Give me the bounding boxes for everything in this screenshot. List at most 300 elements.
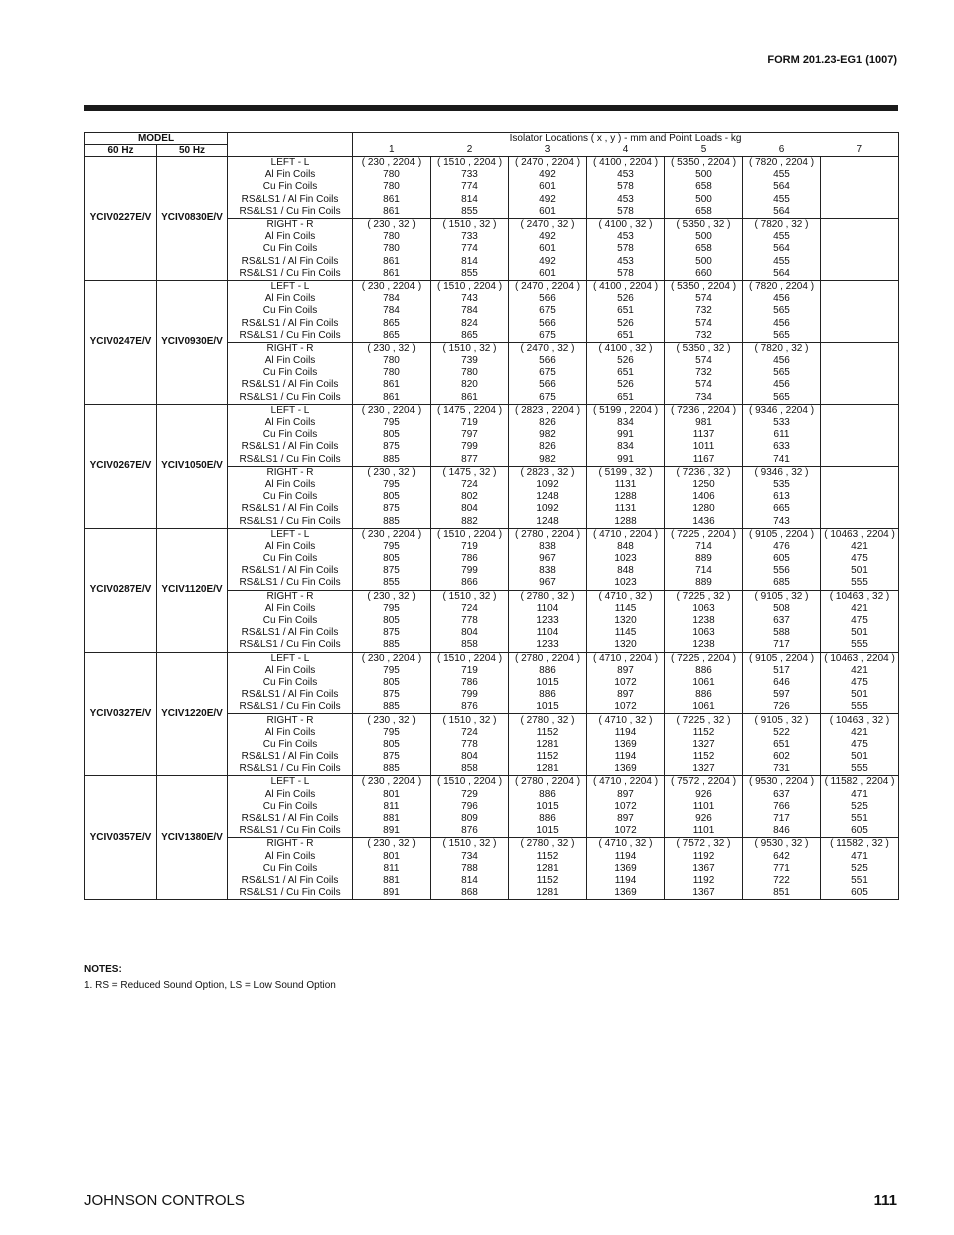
side-label: RIGHT - R: [228, 342, 353, 355]
point-load-cell: 865: [353, 317, 431, 329]
point-load-cell: 492: [509, 194, 587, 206]
isolator-table: [84, 132, 899, 900]
isolator-coord-cell: ( 1510 , 32 ): [431, 838, 509, 851]
point-load-cell: 637: [743, 615, 821, 627]
point-load-cell: 574: [665, 355, 743, 367]
point-load-cell: 556: [743, 565, 821, 577]
coil-type-label: RS&LS1 / Cu Fin Coils: [228, 577, 353, 590]
point-load-cell: 665: [743, 503, 821, 515]
point-load-cell: [821, 330, 899, 343]
side-label: LEFT - L: [228, 528, 353, 541]
coil-type-label: Cu Fin Coils: [228, 801, 353, 813]
point-load-cell: [821, 367, 899, 379]
point-load-cell: 741: [743, 454, 821, 467]
point-load-cell: 1152: [509, 751, 587, 763]
point-load-cell: 601: [509, 181, 587, 193]
point-load-cell: [821, 293, 899, 305]
point-load-cell: 1436: [665, 515, 743, 528]
isolator-coord-cell: ( 5350 , 32 ): [665, 342, 743, 355]
point-load-cell: 897: [587, 665, 665, 677]
point-load-cell: 881: [353, 875, 431, 887]
point-load-cell: 578: [587, 243, 665, 255]
point-load-cell: 1023: [587, 553, 665, 565]
model-50hz: YCIV1220E/V: [157, 652, 228, 776]
point-load-cell: 714: [665, 565, 743, 577]
point-load-cell: 875: [353, 689, 431, 701]
coil-type-label: RS&LS1 / Cu Fin Coils: [228, 206, 353, 219]
locations-header: Isolator Locations ( x , y ) - mm and Point Loads - kg: [353, 133, 899, 145]
coil-type-label: Al Fin Coils: [228, 355, 353, 367]
point-load-cell: [821, 194, 899, 206]
point-load-cell: 771: [743, 863, 821, 875]
isolator-coord-cell: [821, 342, 899, 355]
coil-type-label: Cu Fin Coils: [228, 739, 353, 751]
isolator-coord-cell: ( 2780 , 2204 ): [509, 528, 587, 541]
point-load-cell: 875: [353, 565, 431, 577]
coil-type-label: Al Fin Coils: [228, 603, 353, 615]
point-load-cell: 886: [509, 689, 587, 701]
point-load-cell: 501: [821, 565, 899, 577]
point-load-cell: 1167: [665, 454, 743, 467]
point-load-cell: 780: [353, 355, 431, 367]
point-load-cell: 774: [431, 181, 509, 193]
point-load-cell: 1238: [665, 615, 743, 627]
point-load-cell: 1063: [665, 627, 743, 639]
isolator-coord-cell: ( 9105 , 32 ): [743, 590, 821, 603]
side-label: RIGHT - R: [228, 714, 353, 727]
isolator-coord-cell: ( 7572 , 2204 ): [665, 776, 743, 789]
point-load-cell: 795: [353, 727, 431, 739]
coil-type-label: RS&LS1 / Cu Fin Coils: [228, 825, 353, 838]
point-load-cell: 565: [743, 367, 821, 379]
side-label: RIGHT - R: [228, 590, 353, 603]
point-load-cell: 722: [743, 875, 821, 887]
point-load-cell: 780: [353, 367, 431, 379]
point-load-cell: 564: [743, 268, 821, 281]
point-load-cell: 926: [665, 813, 743, 825]
point-load-cell: 566: [509, 317, 587, 329]
isolator-coord-cell: ( 230 , 2204 ): [353, 528, 431, 541]
isolator-coord-cell: ( 2780 , 32 ): [509, 590, 587, 603]
point-load-cell: 455: [743, 194, 821, 206]
point-load-cell: 564: [743, 181, 821, 193]
coil-type-label: Al Fin Coils: [228, 293, 353, 305]
isolator-coord-cell: ( 230 , 2204 ): [353, 776, 431, 789]
location-number: 7: [821, 145, 899, 157]
point-load-cell: 861: [353, 206, 431, 219]
isolator-coord-cell: ( 4100 , 2204 ): [587, 280, 665, 293]
coil-type-label: RS&LS1 / Al Fin Coils: [228, 503, 353, 515]
point-load-cell: 889: [665, 577, 743, 590]
isolator-coord-cell: ( 1475 , 32 ): [431, 466, 509, 479]
coil-type-label: RS&LS1 / Al Fin Coils: [228, 379, 353, 391]
point-load-cell: 814: [431, 875, 509, 887]
point-load-cell: 1015: [509, 801, 587, 813]
point-load-cell: 784: [353, 293, 431, 305]
point-load-cell: 501: [821, 627, 899, 639]
point-load-cell: 551: [821, 813, 899, 825]
point-load-cell: 453: [587, 169, 665, 181]
isolator-coord-cell: ( 230 , 2204 ): [353, 157, 431, 170]
point-load-cell: 535: [743, 479, 821, 491]
point-load-cell: 1152: [509, 875, 587, 887]
point-load-cell: 1145: [587, 627, 665, 639]
point-load-cell: 897: [587, 813, 665, 825]
point-load-cell: 601: [509, 243, 587, 255]
point-load-cell: 897: [587, 689, 665, 701]
coil-type-label: Al Fin Coils: [228, 417, 353, 429]
side-label: RIGHT - R: [228, 466, 353, 479]
point-load-cell: 1015: [509, 825, 587, 838]
point-load-cell: 814: [431, 256, 509, 268]
point-load-cell: 739: [431, 355, 509, 367]
point-load-cell: 885: [353, 763, 431, 776]
point-load-cell: 780: [353, 243, 431, 255]
coil-type-label: RS&LS1 / Cu Fin Coils: [228, 887, 353, 900]
location-number: 6: [743, 145, 821, 157]
point-load-cell: 685: [743, 577, 821, 590]
point-load-cell: 855: [431, 268, 509, 281]
point-load-cell: [821, 379, 899, 391]
side-coords-row: [85, 404, 899, 417]
point-load-cell: 795: [353, 665, 431, 677]
point-load-cell: 858: [431, 639, 509, 652]
point-load-cell: 799: [431, 565, 509, 577]
point-load-cell: 1248: [509, 515, 587, 528]
coil-type-label: Cu Fin Coils: [228, 491, 353, 503]
point-load-cell: 861: [353, 392, 431, 405]
point-load-cell: 788: [431, 863, 509, 875]
side-label: RIGHT - R: [228, 838, 353, 851]
side-label: LEFT - L: [228, 404, 353, 417]
point-load-cell: 981: [665, 417, 743, 429]
isolator-coord-cell: ( 2780 , 2204 ): [509, 776, 587, 789]
isolator-coord-cell: ( 4710 , 2204 ): [587, 652, 665, 665]
point-load-cell: [821, 429, 899, 441]
point-load-cell: 456: [743, 317, 821, 329]
point-load-cell: 851: [743, 887, 821, 900]
point-load-cell: 475: [821, 739, 899, 751]
point-load-cell: 780: [353, 231, 431, 243]
point-load-cell: 1233: [509, 615, 587, 627]
point-load-cell: 675: [509, 367, 587, 379]
isolator-coord-cell: ( 11582 , 2204 ): [821, 776, 899, 789]
model-50hz: YCIV1120E/V: [157, 528, 228, 652]
isolator-coord-cell: ( 1510 , 2204 ): [431, 157, 509, 170]
point-load-cell: [821, 231, 899, 243]
isolator-coord-cell: ( 2470 , 2204 ): [509, 157, 587, 170]
point-load-cell: 733: [431, 231, 509, 243]
point-load-cell: [821, 206, 899, 219]
isolator-coord-cell: ( 5199 , 32 ): [587, 466, 665, 479]
point-load-cell: 421: [821, 541, 899, 553]
isolator-coord-cell: ( 9530 , 32 ): [743, 838, 821, 851]
point-load-cell: 566: [509, 379, 587, 391]
point-load-cell: 1092: [509, 503, 587, 515]
model-60hz: YCIV0267E/V: [85, 404, 157, 528]
point-load-cell: 855: [353, 577, 431, 590]
location-number: 1: [353, 145, 431, 157]
point-load-cell: 471: [821, 851, 899, 863]
point-load-cell: 651: [743, 739, 821, 751]
point-load-cell: 475: [821, 615, 899, 627]
point-load-cell: 885: [353, 454, 431, 467]
isolator-coord-cell: ( 10463 , 32 ): [821, 590, 899, 603]
isolator-coord-cell: ( 10463 , 2204 ): [821, 652, 899, 665]
point-load-cell: 784: [353, 305, 431, 317]
isolator-coord-cell: ( 2780 , 2204 ): [509, 652, 587, 665]
point-load-cell: 492: [509, 231, 587, 243]
point-load-cell: 868: [431, 887, 509, 900]
point-load-cell: 834: [587, 441, 665, 453]
point-load-cell: 801: [353, 851, 431, 863]
header-rule: [84, 105, 898, 111]
point-load-cell: 886: [665, 689, 743, 701]
coil-type-label: RS&LS1 / Al Fin Coils: [228, 689, 353, 701]
point-load-cell: 861: [431, 392, 509, 405]
point-load-cell: [821, 491, 899, 503]
coil-type-label: RS&LS1 / Cu Fin Coils: [228, 639, 353, 652]
isolator-coord-cell: ( 7572 , 32 ): [665, 838, 743, 851]
point-load-cell: 1101: [665, 801, 743, 813]
point-load-cell: 877: [431, 454, 509, 467]
notes-title: NOTES:: [84, 964, 122, 975]
isolator-coord-cell: ( 7820 , 32 ): [743, 218, 821, 231]
coil-type-label: RS&LS1 / Cu Fin Coils: [228, 268, 353, 281]
point-load-cell: 566: [509, 293, 587, 305]
isolator-coord-cell: ( 4100 , 32 ): [587, 218, 665, 231]
coil-type-label: Al Fin Coils: [228, 665, 353, 677]
point-load-cell: 724: [431, 479, 509, 491]
isolator-coord-cell: ( 4710 , 32 ): [587, 590, 665, 603]
point-load-cell: 805: [353, 739, 431, 751]
isolator-coord-cell: ( 7225 , 32 ): [665, 714, 743, 727]
point-load-cell: 1072: [587, 677, 665, 689]
point-load-cell: 1194: [587, 751, 665, 763]
point-load-cell: 456: [743, 293, 821, 305]
isolator-coord-cell: [821, 466, 899, 479]
isolator-coord-cell: ( 9346 , 2204 ): [743, 404, 821, 417]
point-load-cell: 826: [509, 441, 587, 453]
point-load-cell: 855: [431, 206, 509, 219]
model-60hz: YCIV0357E/V: [85, 776, 157, 900]
point-load-cell: 578: [587, 268, 665, 281]
point-load-cell: 875: [353, 503, 431, 515]
point-load-cell: 865: [431, 330, 509, 343]
point-load-cell: 1192: [665, 875, 743, 887]
point-load-cell: 555: [821, 639, 899, 652]
coil-type-label: RS&LS1 / Cu Fin Coils: [228, 454, 353, 467]
isolator-coord-cell: ( 7236 , 2204 ): [665, 404, 743, 417]
point-load-cell: 886: [509, 665, 587, 677]
isolator-coord-cell: ( 7820 , 32 ): [743, 342, 821, 355]
side-label: LEFT - L: [228, 280, 353, 293]
point-load-cell: 675: [509, 330, 587, 343]
point-load-cell: 1248: [509, 491, 587, 503]
point-load-cell: [821, 503, 899, 515]
point-load-cell: 421: [821, 727, 899, 739]
coil-type-label: Al Fin Coils: [228, 169, 353, 181]
point-load-cell: 601: [509, 268, 587, 281]
point-load-cell: 885: [353, 701, 431, 714]
point-load-cell: 865: [353, 330, 431, 343]
coil-type-label: RS&LS1 / Al Fin Coils: [228, 256, 353, 268]
point-load-cell: 861: [353, 194, 431, 206]
coil-type-label: Cu Fin Coils: [228, 181, 353, 193]
point-load-cell: 578: [587, 181, 665, 193]
model-60hz: YCIV0227E/V: [85, 157, 157, 281]
point-load-cell: 732: [665, 330, 743, 343]
coil-type-label: Cu Fin Coils: [228, 553, 353, 565]
isolator-coord-cell: ( 230 , 2204 ): [353, 280, 431, 293]
point-load-cell: 714: [665, 541, 743, 553]
point-load-cell: 642: [743, 851, 821, 863]
point-load-cell: 1281: [509, 763, 587, 776]
point-load-cell: 786: [431, 553, 509, 565]
point-load-cell: 526: [587, 355, 665, 367]
point-load-cell: 799: [431, 441, 509, 453]
point-load-cell: 1406: [665, 491, 743, 503]
point-load-cell: 846: [743, 825, 821, 838]
point-load-cell: [821, 392, 899, 405]
point-load-cell: 891: [353, 887, 431, 900]
point-load-cell: 982: [509, 429, 587, 441]
model-60hz: YCIV0287E/V: [85, 528, 157, 652]
point-load-cell: 717: [743, 639, 821, 652]
point-load-cell: 799: [431, 689, 509, 701]
point-load-cell: 588: [743, 627, 821, 639]
point-load-cell: 555: [821, 577, 899, 590]
point-load-cell: 795: [353, 541, 431, 553]
point-load-cell: 471: [821, 789, 899, 801]
coil-type-label: Cu Fin Coils: [228, 429, 353, 441]
point-load-cell: 1104: [509, 627, 587, 639]
point-load-cell: 1238: [665, 639, 743, 652]
point-load-cell: 555: [821, 763, 899, 776]
isolator-coord-cell: [821, 280, 899, 293]
point-load-cell: 795: [353, 603, 431, 615]
point-load-cell: 1369: [587, 763, 665, 776]
point-load-cell: [821, 256, 899, 268]
point-load-cell: 886: [509, 789, 587, 801]
isolator-coord-cell: ( 230 , 2204 ): [353, 404, 431, 417]
point-load-cell: 796: [431, 801, 509, 813]
point-load-cell: 1101: [665, 825, 743, 838]
point-load-cell: [821, 441, 899, 453]
point-load-cell: 797: [431, 429, 509, 441]
coil-type-label: RS&LS1 / Al Fin Coils: [228, 317, 353, 329]
point-load-cell: 1281: [509, 863, 587, 875]
point-load-cell: 1369: [587, 887, 665, 900]
isolator-coord-cell: ( 2470 , 32 ): [509, 342, 587, 355]
point-load-cell: 1072: [587, 825, 665, 838]
point-load-cell: [821, 243, 899, 255]
point-load-cell: 597: [743, 689, 821, 701]
isolator-coord-cell: ( 9105 , 2204 ): [743, 528, 821, 541]
form-number: FORM 201.23-EG1 (1007): [767, 54, 897, 66]
isolator-coord-cell: ( 10463 , 32 ): [821, 714, 899, 727]
side-label: LEFT - L: [228, 776, 353, 789]
isolator-coord-cell: ( 1510 , 2204 ): [431, 776, 509, 789]
point-load-cell: 858: [431, 763, 509, 776]
point-load-cell: 724: [431, 603, 509, 615]
point-load-cell: 605: [743, 553, 821, 565]
model-50hz: YCIV0830E/V: [157, 157, 228, 281]
point-load-cell: 453: [587, 194, 665, 206]
point-load-cell: 801: [353, 789, 431, 801]
point-load-cell: 456: [743, 379, 821, 391]
isolator-coord-cell: ( 5350 , 2204 ): [665, 280, 743, 293]
point-load-cell: 651: [587, 392, 665, 405]
point-load-cell: [821, 417, 899, 429]
point-load-cell: [821, 305, 899, 317]
point-load-cell: 1061: [665, 677, 743, 689]
point-load-cell: 1131: [587, 503, 665, 515]
isolator-coord-cell: ( 4710 , 2204 ): [587, 776, 665, 789]
coil-type-label: RS&LS1 / Al Fin Coils: [228, 751, 353, 763]
coil-type-label: Cu Fin Coils: [228, 367, 353, 379]
point-load-cell: 525: [821, 863, 899, 875]
point-load-cell: 724: [431, 727, 509, 739]
point-load-cell: 565: [743, 330, 821, 343]
coil-type-label: RS&LS1 / Cu Fin Coils: [228, 330, 353, 343]
point-load-cell: 455: [743, 169, 821, 181]
isolator-coord-cell: [821, 218, 899, 231]
point-load-cell: 1063: [665, 603, 743, 615]
point-load-cell: 453: [587, 256, 665, 268]
point-load-cell: 611: [743, 429, 821, 441]
point-load-cell: 875: [353, 441, 431, 453]
point-load-cell: 1145: [587, 603, 665, 615]
point-load-cell: 848: [587, 541, 665, 553]
point-load-cell: 886: [665, 665, 743, 677]
point-load-cell: 1194: [587, 727, 665, 739]
point-load-cell: 574: [665, 379, 743, 391]
point-load-cell: 500: [665, 169, 743, 181]
location-number: 5: [665, 145, 743, 157]
point-load-cell: 784: [431, 305, 509, 317]
point-load-cell: 780: [353, 181, 431, 193]
isolator-coord-cell: ( 2470 , 32 ): [509, 218, 587, 231]
isolator-coord-cell: ( 1510 , 32 ): [431, 342, 509, 355]
coil-type-label: Al Fin Coils: [228, 541, 353, 553]
isolator-coord-cell: ( 1510 , 32 ): [431, 590, 509, 603]
point-load-cell: 795: [353, 417, 431, 429]
point-load-cell: 500: [665, 231, 743, 243]
point-load-cell: 525: [821, 801, 899, 813]
point-load-cell: 1194: [587, 851, 665, 863]
point-load-cell: 456: [743, 355, 821, 367]
isolator-coord-cell: ( 1475 , 2204 ): [431, 404, 509, 417]
point-load-cell: 675: [509, 305, 587, 317]
point-load-cell: 885: [353, 639, 431, 652]
point-load-cell: 1288: [587, 515, 665, 528]
point-load-cell: 743: [431, 293, 509, 305]
point-load-cell: 651: [587, 330, 665, 343]
coil-type-label: Cu Fin Coils: [228, 677, 353, 689]
point-load-cell: 574: [665, 317, 743, 329]
isolator-coord-cell: ( 5350 , 32 ): [665, 218, 743, 231]
point-load-cell: 1369: [587, 863, 665, 875]
point-load-cell: 766: [743, 801, 821, 813]
isolator-coord-cell: ( 4710 , 2204 ): [587, 528, 665, 541]
coil-type-label: Al Fin Coils: [228, 479, 353, 491]
point-load-cell: 660: [665, 268, 743, 281]
point-load-cell: 605: [821, 825, 899, 838]
point-load-cell: 834: [587, 417, 665, 429]
coil-type-label: RS&LS1 / Al Fin Coils: [228, 813, 353, 825]
side-coords-row: [85, 528, 899, 541]
